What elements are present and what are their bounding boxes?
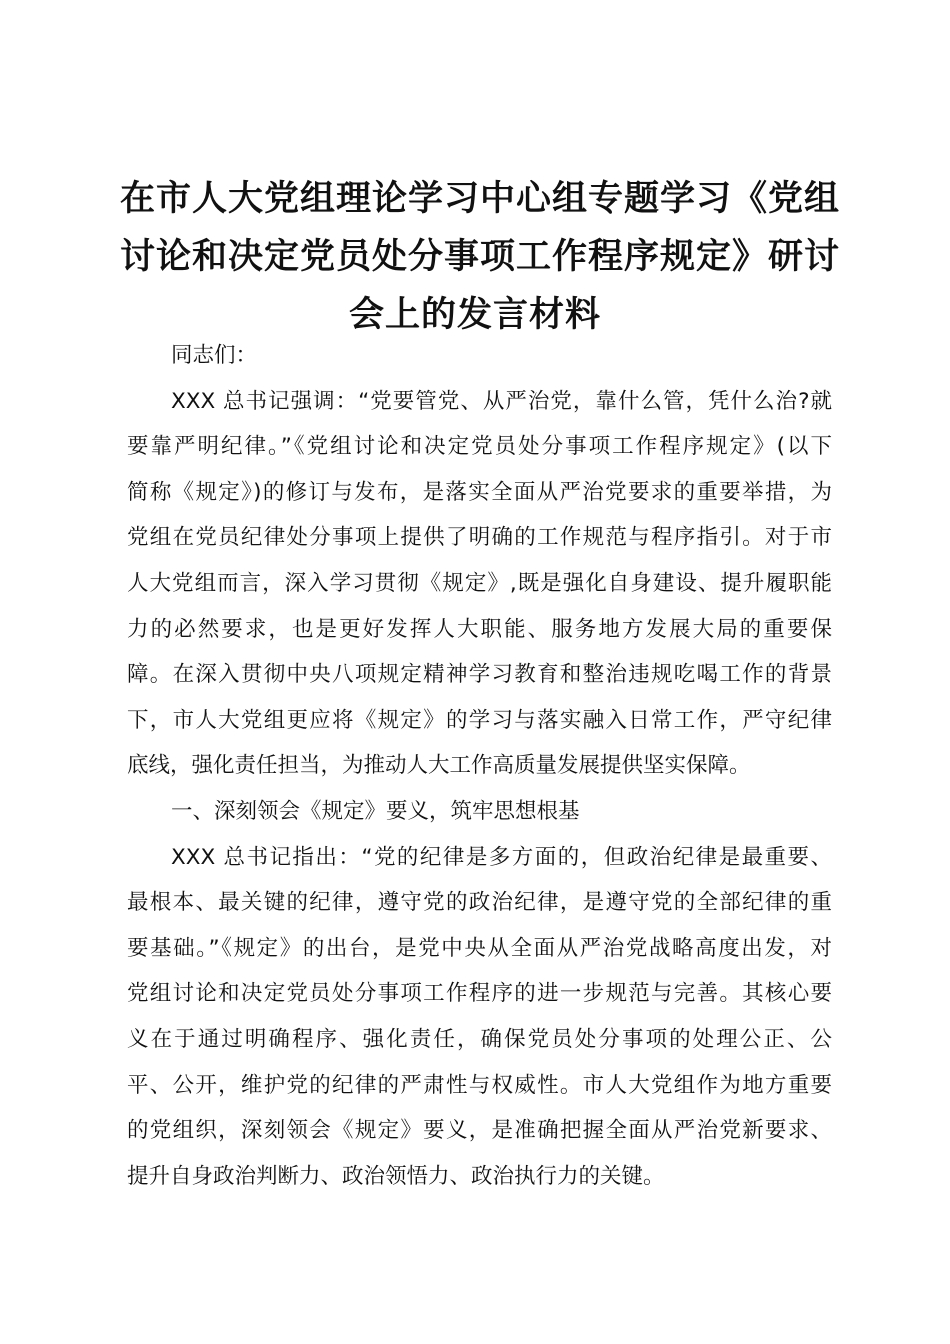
paragraph-line: XXX 总书记强调：“党要管党、从严治党，靠什么管，凭什么治?就 bbox=[171, 388, 832, 414]
paragraph-line: 简称《规定》)的修订与发布，是落实全面从严治党要求的重要举措，为 bbox=[127, 479, 832, 505]
paragraph-line: 障。在深入贯彻中央八项规定精神学习教育和整治违规吃喝工作的背景 bbox=[127, 662, 832, 688]
paragraph-line: 要靠严明纪律。”《党组讨论和决定党员处分事项工作程序规定》(以下 bbox=[127, 434, 832, 460]
document-title bbox=[120, 170, 841, 344]
paragraph-line: 提升自身政治判断力、政治领悟力、政治执行力的关键。 bbox=[127, 1163, 665, 1189]
paragraph-line: 力的必然要求，也是更好发挥人大职能、服务地方发展大局的重要保 bbox=[127, 616, 832, 642]
salutation-text: 同志们： bbox=[171, 343, 258, 368]
paragraph-line: 最根本、最关键的纪律，遵守党的政治纪律，是遵守党的全部纪律的重 bbox=[127, 890, 832, 916]
title-line-3: 会上的发言材料 bbox=[348, 295, 601, 335]
paragraph-2 bbox=[127, 835, 832, 1200]
paragraph-line: 人大党组而言，深入学习贯彻《规定》,既是强化自身建设、提升履职能 bbox=[127, 570, 832, 596]
section-heading-1 bbox=[127, 789, 832, 835]
paragraph-line: 底线，强化责任担当，为推动人大工作高质量发展提供坚实保障。 bbox=[127, 753, 751, 779]
title-line-2: 讨论和决定党员处分事项工作程序规定》研讨 bbox=[120, 237, 841, 277]
salutation bbox=[127, 333, 832, 379]
section-heading-text: 一、深刻领会《规定》要义，筑牢思想根基 bbox=[171, 798, 580, 824]
paragraph-line: 党组讨论和决定党员处分事项工作程序的进一步规范与完善。其核心要 bbox=[127, 981, 832, 1007]
paragraph-line: 下，市人大党组更应将《规定》的学习与落实融入日常工作，严守纪律 bbox=[127, 707, 832, 733]
paragraph-line: 的党组织，深刻领会《规定》要义，是准确把握全面从严治党新要求、 bbox=[127, 1118, 832, 1144]
paragraph-line: 平、公开，维护党的纪律的严肃性与权威性。市人大党组作为地方重要 bbox=[127, 1072, 832, 1098]
paragraph-1 bbox=[127, 379, 832, 789]
document-body bbox=[127, 333, 832, 1199]
paragraph-line: 要基础。”《规定》的出台，是党中央从全面从严治党战略高度出发，对 bbox=[127, 935, 832, 961]
paragraph-line: 义在于通过明确程序、强化责任，确保党员处分事项的处理公正、公 bbox=[127, 1026, 832, 1052]
paragraph-line: 党组在党员纪律处分事项上提供了明确的工作规范与程序指引。对于市 bbox=[127, 525, 832, 551]
paragraph-line: XXX 总书记指出：“党的纪律是多方面的，但政治纪律是最重要、 bbox=[171, 844, 832, 870]
title-line-1: 在市人大党组理论学习中心组专题学习《党组 bbox=[120, 179, 841, 219]
